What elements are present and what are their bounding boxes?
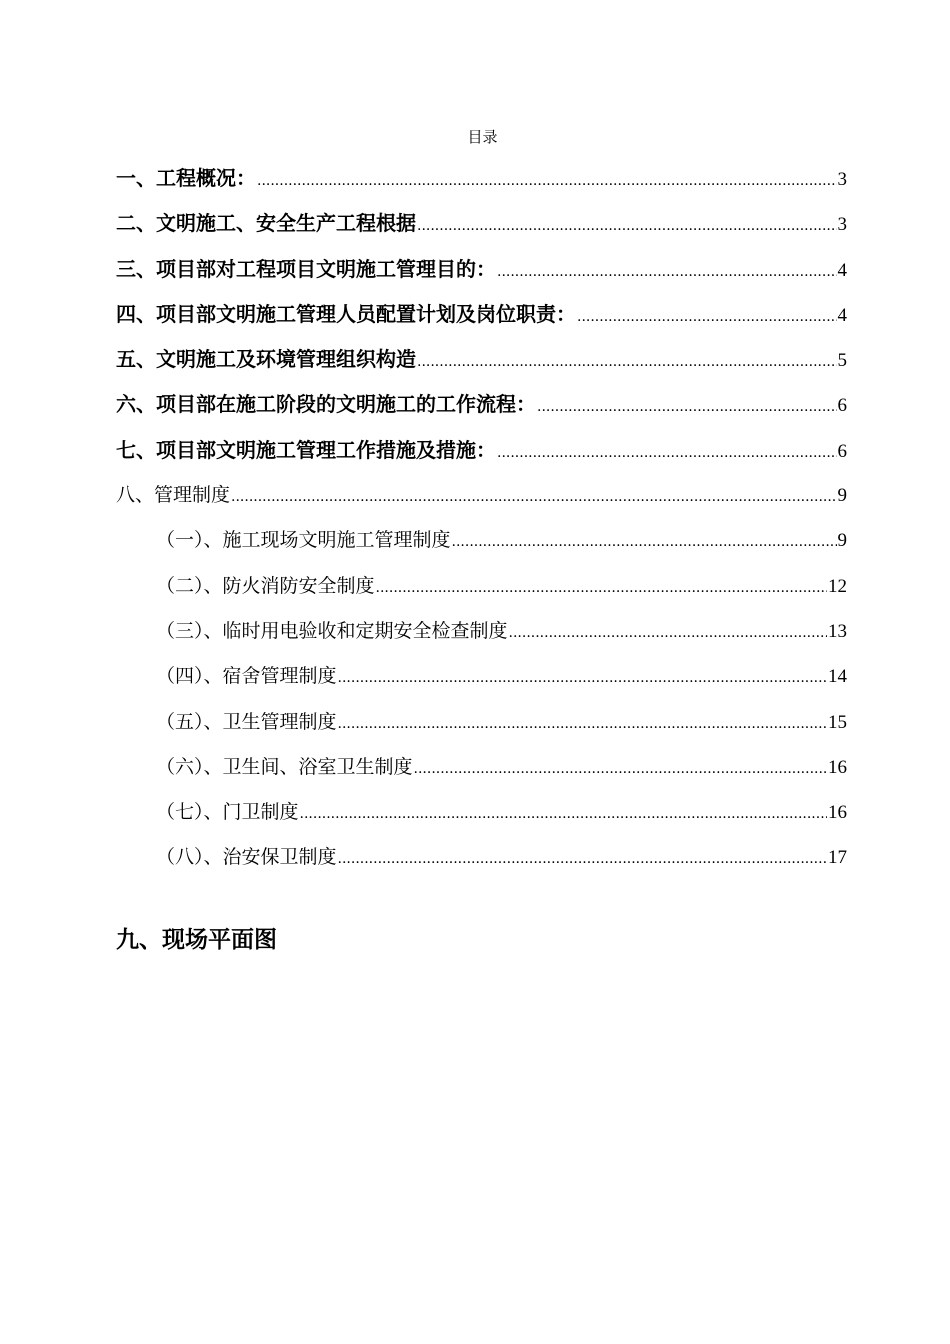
toc-page-number: 13 xyxy=(828,620,847,642)
toc-entry-text: 二、文明施工、安全生产工程根据 xyxy=(116,211,416,236)
toc-entry-text: （三）、临时用电验收和定期安全检查制度 xyxy=(156,619,508,642)
toc-entry-text: 七、项目部文明施工管理工作措施及措施： xyxy=(116,437,496,462)
toc-entry-text: （五）、卫生管理制度 xyxy=(156,710,337,733)
toc-dot-leader xyxy=(231,479,836,515)
toc-page-number: 15 xyxy=(828,711,847,733)
toc-entry-text: 八、管理制度 xyxy=(116,484,231,507)
toc-entry[interactable] xyxy=(116,613,847,658)
toc-title: 目录 xyxy=(467,128,498,146)
toc-page-number: 5 xyxy=(837,350,847,372)
section-heading: 九、现场平面图 xyxy=(116,926,277,953)
toc-dot-leader xyxy=(338,706,827,742)
toc-entry[interactable] xyxy=(116,522,847,567)
toc-page-number: 4 xyxy=(837,304,847,326)
toc-dot-leader xyxy=(537,389,837,425)
toc-dot-leader xyxy=(417,344,837,380)
toc-dot-leader xyxy=(414,751,827,787)
toc-page-number: 3 xyxy=(837,214,847,236)
toc-entry[interactable] xyxy=(116,568,847,613)
toc-page-number: 14 xyxy=(828,666,847,688)
toc-dot-leader xyxy=(497,435,837,471)
toc-dot-leader xyxy=(257,163,837,199)
toc-entry[interactable] xyxy=(116,794,847,839)
toc-entry[interactable] xyxy=(116,658,847,703)
toc-dot-leader xyxy=(417,208,837,244)
toc-entry-text: 三、项目部对工程项目文明施工管理目的： xyxy=(116,256,496,281)
toc-entry-text: 六、项目部在施工阶段的文明施工的工作流程： xyxy=(116,392,536,417)
toc-entry-text: （一）、施工现场文明施工管理制度 xyxy=(156,529,451,552)
toc-entry-text: 五、文明施工及环境管理组织构造 xyxy=(116,347,416,372)
toc-dot-leader xyxy=(577,299,837,335)
toc-entry[interactable] xyxy=(116,477,847,522)
toc-page-number: 3 xyxy=(837,169,847,190)
toc-list xyxy=(116,160,847,885)
toc-page-number: 17 xyxy=(828,847,847,869)
toc-page-number: 12 xyxy=(828,575,847,597)
toc-dot-leader xyxy=(497,254,837,290)
toc-dot-leader xyxy=(509,615,827,651)
toc-page-number: 4 xyxy=(837,259,847,281)
toc-entry-text: （六）、卫生间、浴室卫生制度 xyxy=(156,755,413,778)
toc-entry-text: （四）、宿舍管理制度 xyxy=(156,665,337,688)
toc-entry-text: （二）、防火消防安全制度 xyxy=(156,574,375,597)
toc-entry[interactable] xyxy=(116,386,847,431)
toc-dot-leader xyxy=(300,796,827,832)
toc-entry[interactable] xyxy=(116,749,847,794)
toc-page-number: 6 xyxy=(837,395,847,417)
toc-page-number: 9 xyxy=(837,530,847,552)
toc-entry-text: （七）、门卫制度 xyxy=(156,801,299,824)
toc-dot-leader xyxy=(338,660,827,696)
toc-entry[interactable] xyxy=(116,160,847,205)
toc-page-number: 6 xyxy=(837,440,847,462)
toc-entry-text: （八）、治安保卫制度 xyxy=(156,846,337,869)
toc-entry[interactable] xyxy=(116,432,847,477)
toc-entry[interactable] xyxy=(116,704,847,749)
toc-page-number: 16 xyxy=(828,756,847,778)
toc-dot-leader xyxy=(338,841,827,877)
toc-entry[interactable] xyxy=(116,341,847,386)
toc-entry[interactable] xyxy=(116,205,847,250)
toc-entry[interactable] xyxy=(116,296,847,341)
toc-entry[interactable] xyxy=(116,839,847,884)
toc-dot-leader xyxy=(376,570,827,606)
toc-entry-text: 四、项目部文明施工管理人员配置计划及岗位职责： xyxy=(116,301,576,326)
toc-page-number: 9 xyxy=(837,485,847,507)
toc-page-number: 16 xyxy=(828,802,847,824)
toc-entry[interactable] xyxy=(116,251,847,296)
toc-dot-leader xyxy=(452,524,837,560)
toc-entry-text: 一、工程概况： xyxy=(116,166,256,190)
